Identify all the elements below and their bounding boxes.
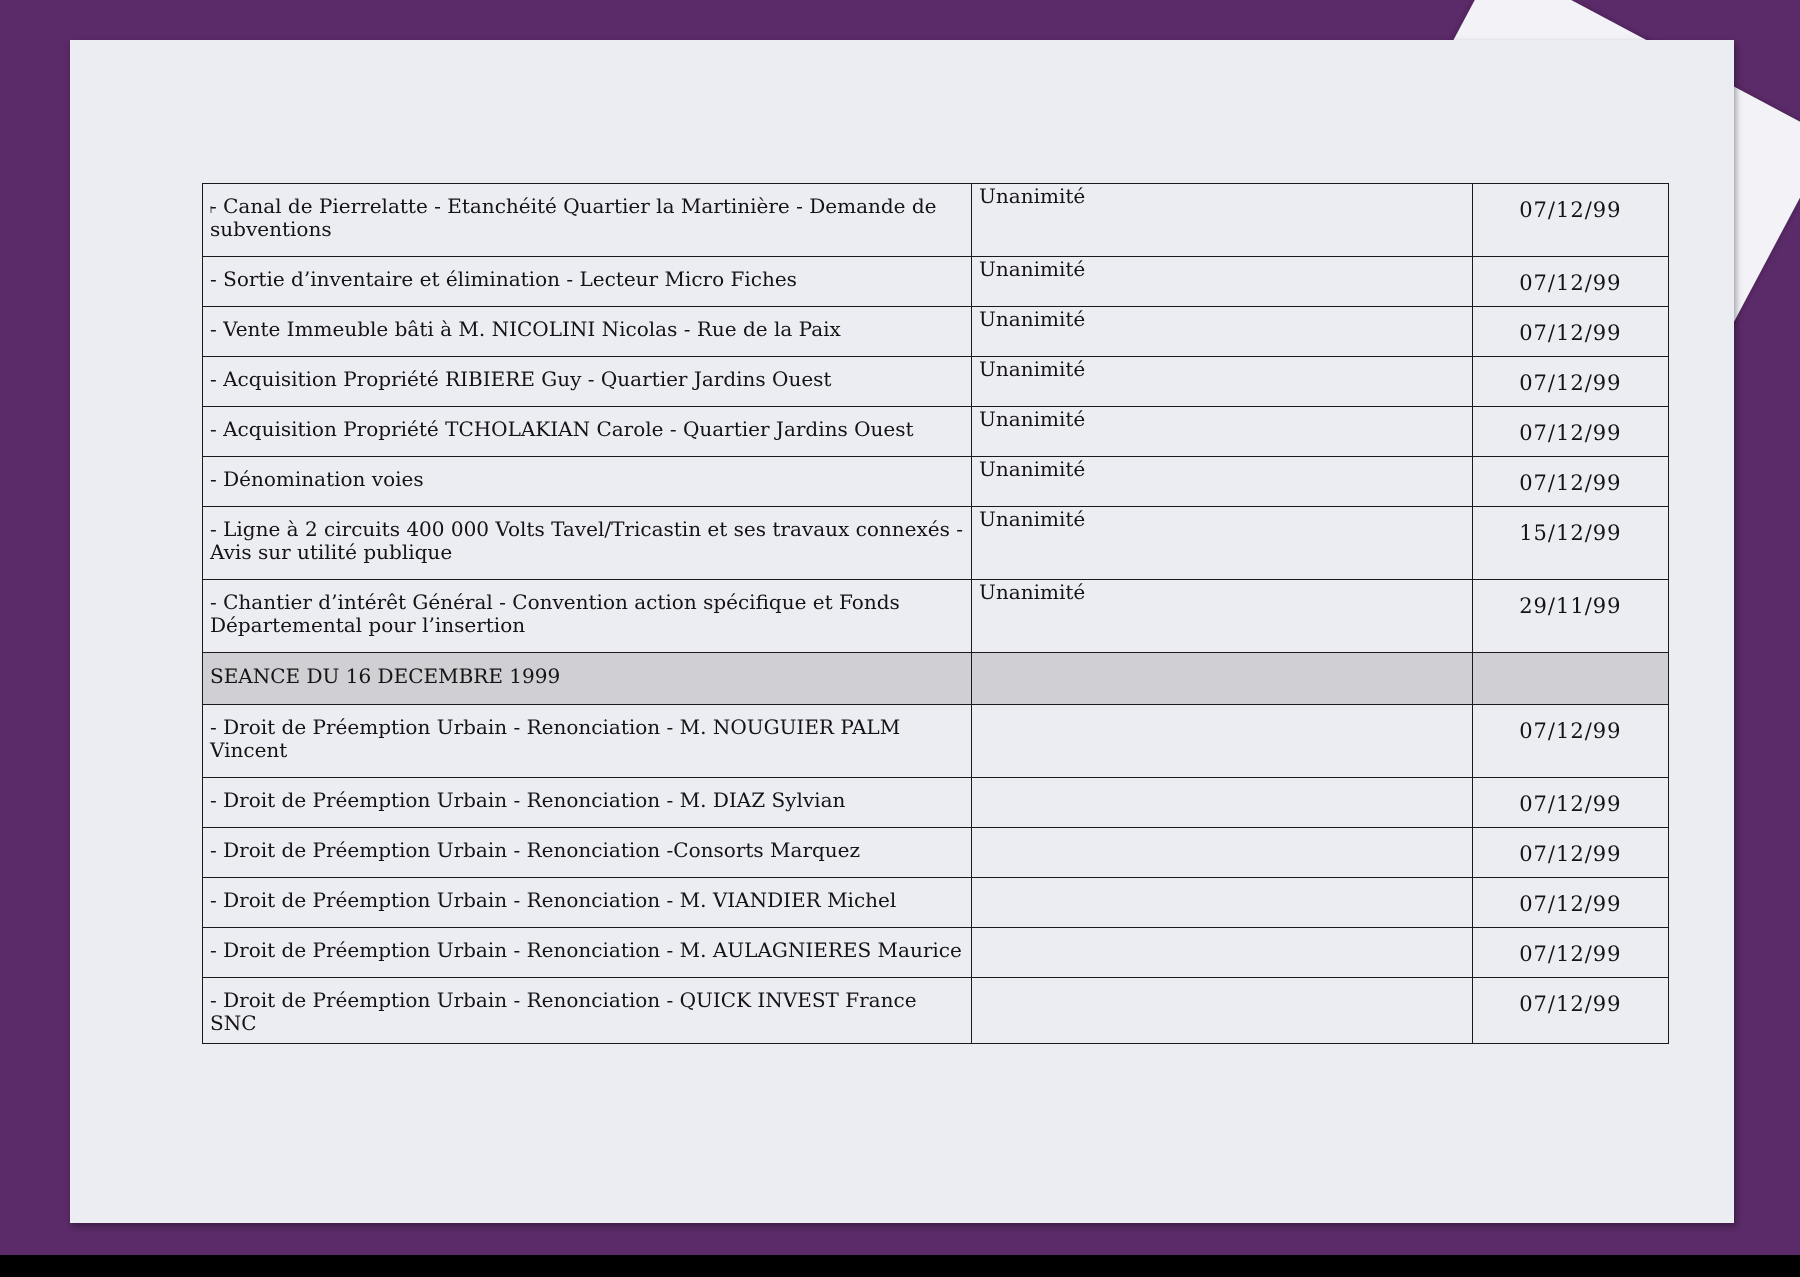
deliberation-date: 07/12/99 xyxy=(1472,257,1668,307)
deliberation-object: - Sortie d’inventaire et élimination - Lecteur Micro Fiches xyxy=(203,257,972,307)
deliberation-object: - Dénomination voies xyxy=(203,457,972,507)
deliberation-object: - Droit de Préemption Urbain - Renonciation - M. DIAZ Sylvian xyxy=(203,778,972,828)
vote-result: Unanimité xyxy=(972,507,1473,580)
table-row xyxy=(203,257,1669,307)
section-header-row xyxy=(203,653,1669,705)
deliberation-object: - Acquisition Propriété TCHOLAKIAN Carole - Quartier Jardins Ouest xyxy=(203,407,972,457)
vote-result: Unanimité xyxy=(972,307,1473,357)
deliberation-object: - Droit de Préemption Urbain - Renonciation - M. VIANDIER Michel xyxy=(203,878,972,928)
deliberation-date: 29/11/99 xyxy=(1472,580,1668,653)
deliberation-object: - Acquisition Propriété RIBIERE Guy - Quartier Jardins Ouest xyxy=(203,357,972,407)
table-row xyxy=(203,507,1669,580)
deliberation-date: 07/12/99 xyxy=(1472,878,1668,928)
vote-result xyxy=(972,978,1473,1044)
table-row xyxy=(203,878,1669,928)
deliberation-object: - Vente Immeuble bâti à M. NICOLINI Nicolas - Rue de la Paix xyxy=(203,307,972,357)
vote-result: Unanimité xyxy=(972,407,1473,457)
deliberation-date: 07/12/99 xyxy=(1472,928,1668,978)
table-row xyxy=(203,457,1669,507)
vote-result: Unanimité xyxy=(972,357,1473,407)
table-row xyxy=(203,357,1669,407)
table-row xyxy=(203,705,1669,778)
deliberation-date: 07/12/99 xyxy=(1472,357,1668,407)
deliberation-date xyxy=(1472,653,1668,705)
table-row xyxy=(203,928,1669,978)
vote-result: Unanimité xyxy=(972,184,1473,257)
deliberation-date: 15/12/99 xyxy=(1472,507,1668,580)
table-row xyxy=(203,307,1669,357)
vote-result xyxy=(972,928,1473,978)
vote-result xyxy=(972,778,1473,828)
deliberation-object: - Droit de Préemption Urbain - Renonciation -Consorts Marquez xyxy=(203,828,972,878)
deliberation-object: - Droit de Préemption Urbain - Renonciation - M. AULAGNIERES Maurice xyxy=(203,928,972,978)
scan-bottom-edge xyxy=(0,1255,1800,1277)
deliberation-date: 07/12/99 xyxy=(1472,307,1668,357)
document-page xyxy=(70,40,1734,1223)
vote-result xyxy=(972,828,1473,878)
deliberation-date: 07/12/99 xyxy=(1472,778,1668,828)
table-row xyxy=(203,778,1669,828)
table-row xyxy=(203,978,1669,1044)
deliberation-object: - Ligne à 2 circuits 400 000 Volts Tavel/Tricastin et ses travaux connexés - Avis sur utilité publique xyxy=(203,507,972,580)
deliberation-date: 07/12/99 xyxy=(1472,828,1668,878)
table-row xyxy=(203,828,1669,878)
deliberation-object: - Canal de Pierrelatte - Etanchéité Quartier la Martinière - Demande de subventions xyxy=(203,184,972,257)
deliberation-date: 07/12/99 xyxy=(1472,705,1668,778)
deliberations-table xyxy=(202,183,1669,1044)
table-row xyxy=(203,580,1669,653)
deliberation-object: - Droit de Préemption Urbain - Renonciation - M. NOUGUIER PALM Vincent xyxy=(203,705,972,778)
table-row xyxy=(203,407,1669,457)
vote-result xyxy=(972,705,1473,778)
deliberation-object: - Droit de Préemption Urbain - Renonciation - QUICK INVEST France SNC xyxy=(203,978,972,1044)
vote-result: Unanimité xyxy=(972,457,1473,507)
deliberation-date: 07/12/99 xyxy=(1472,184,1668,257)
vote-result xyxy=(972,653,1473,705)
vote-result: Unanimité xyxy=(972,580,1473,653)
deliberation-object: - Chantier d’intérêt Général - Convention action spécifique et Fonds Départemental pour l’insertion xyxy=(203,580,972,653)
vote-result: Unanimité xyxy=(972,257,1473,307)
deliberation-date: 07/12/99 xyxy=(1472,407,1668,457)
section-title: SEANCE DU 16 DECEMBRE 1999 xyxy=(203,653,972,705)
deliberation-date: 07/12/99 xyxy=(1472,978,1668,1044)
vote-result xyxy=(972,878,1473,928)
deliberation-date: 07/12/99 xyxy=(1472,457,1668,507)
table-row xyxy=(203,184,1669,257)
deliberations-table-body xyxy=(203,184,1669,1044)
